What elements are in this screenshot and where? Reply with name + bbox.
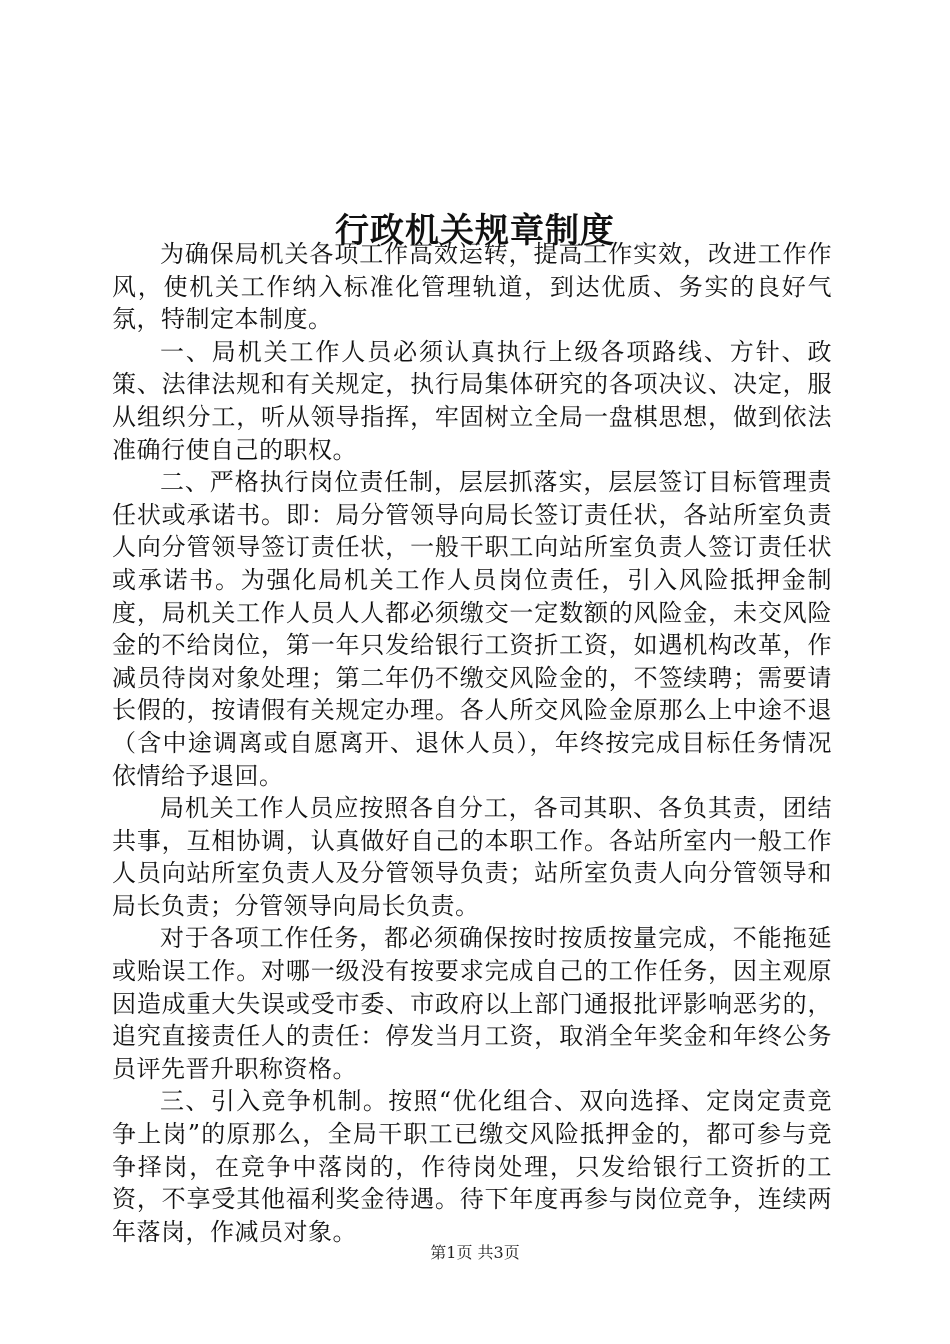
paragraph-article-3: 三、引入竞争机制。按照“优化组合、双向选择、定岗定责竞争上岗”的原那么，全局干职工已缴交风险抵押金的，都可参与竞争择岗，在竞争中落岗的，作待岗处理，只发给银行工资折的工资，不享受其他福利奖金待遇。待下年度再参与岗位竞争，连续两年落岗，作减员对象。	[112, 1087, 832, 1246]
page-number-footer: 第1页 共3页	[430, 1243, 520, 1262]
document-title: 行政机关规章制度	[335, 210, 615, 251]
paragraph-article-2: 二、严格执行岗位责任制，层层抓落实，层层签订目标管理责任状或承诺书。即：局分管领导向局长签订责任状，各站所室负责人向分管领导签订责任状，一般干职工向站所室负责人签订责任状或承诺书。为强化局机关工作人员岗位责任，引入风险抵押金制度，局机关工作人员人人都必须缴交一定数额的风险金，未交风险金的不给岗位，第一年只发给银行工资折工资，如遇机构改革，作减员待岗对象处理；第二年仍不缴交风险金的，不签续聘；需要请长假的，按请假有关规定办理。各人所交风险金原那么上中途不退（含中途调离或自愿离开、退休人员），年终按完成目标任务情况依情给予退回。	[112, 468, 832, 790]
paragraph-responsibility: 局机关工作人员应按照各自分工，各司其职、各负其责，团结共事，互相协调，认真做好自己的本职工作。各站所室内一般工作人员向站所室负责人及分管领导负责；站所室负责人向分管领导和局长负责；分管领导向局长负责。	[112, 794, 832, 920]
paragraph-task-completion: 对于各项工作任务，都必须确保按时按质按量完成，不能拖延或贻误工作。对哪一级没有按要求完成自己的工作任务，因主观原因造成重大失误或受市委、市政府以上部门通报批评影响恶劣的，追究直接责任人的责任：停发当月工资，取消全年奖金和年终公务员评先晋升职称资格。	[112, 924, 832, 1083]
paragraph-intro: 为确保局机关各项工作高效运转，提高工作实效，改进工作作风，使机关工作纳入标准化管理轨道，到达优质、务实的良好气氛，特制定本制度。	[112, 240, 832, 334]
paragraph-article-1: 一、局机关工作人员必须认真执行上级各项路线、方针、政策、法律法规和有关规定，执行局集体研究的各项决议、决定，服从组织分工，听从领导指挥，牢固树立全局一盘棋思想，做到依法准确行使自己的职权。	[112, 337, 832, 464]
document-body	[112, 238, 832, 1248]
